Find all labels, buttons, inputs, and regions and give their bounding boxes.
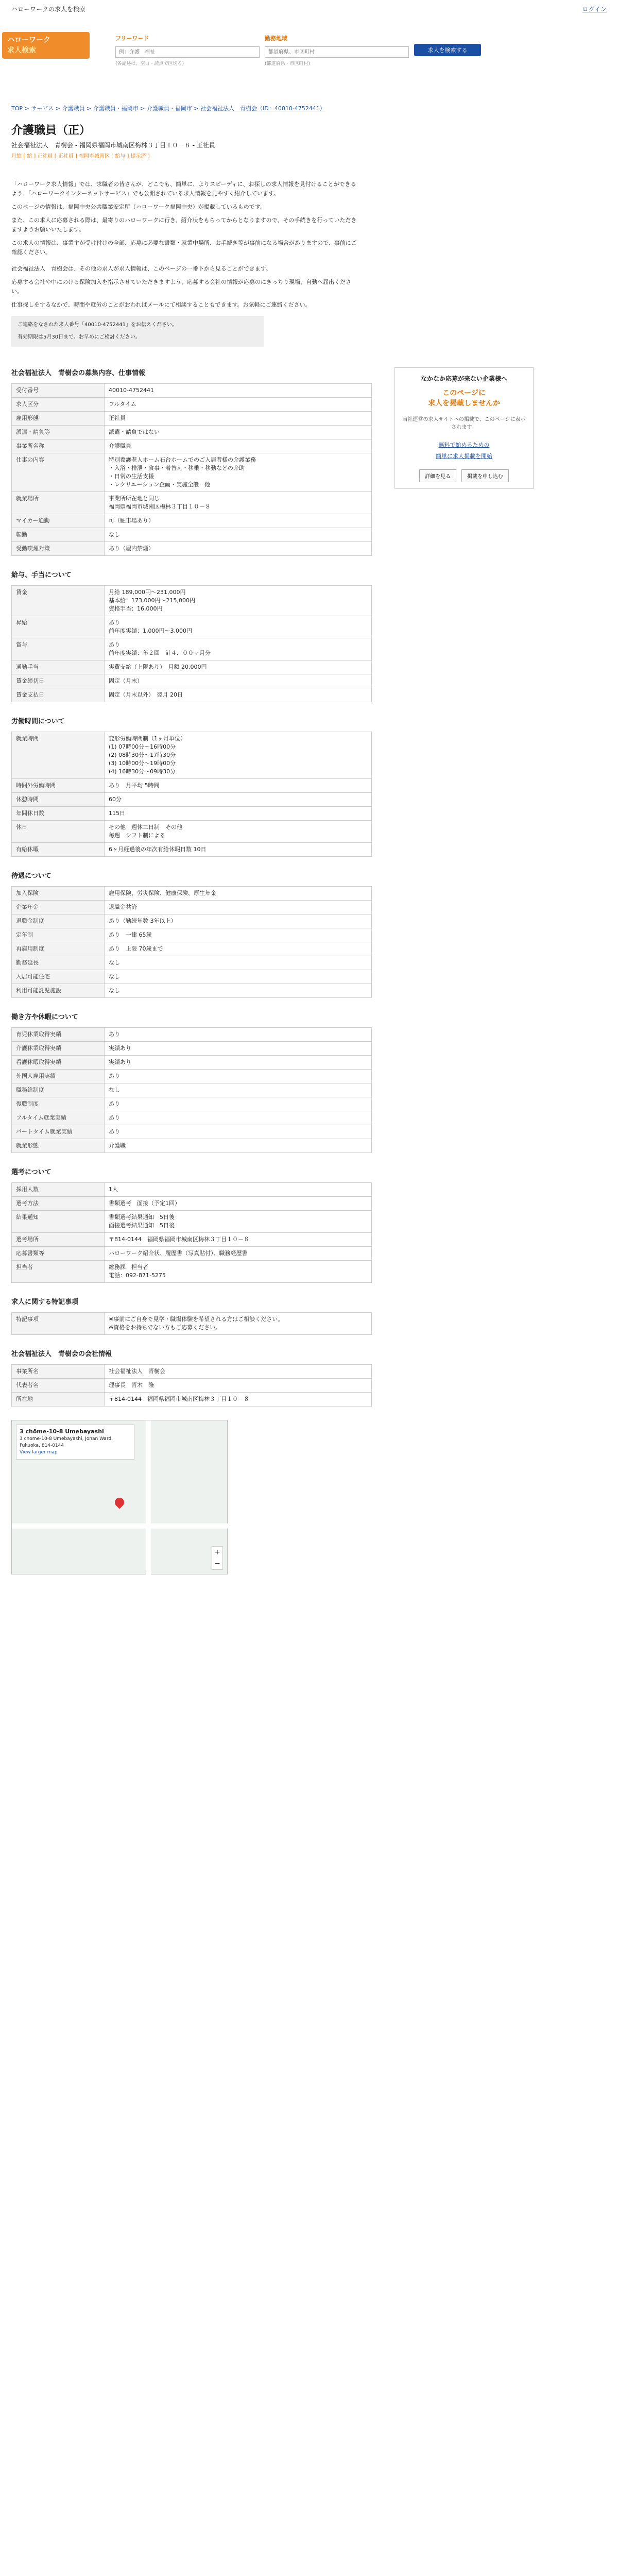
note-box	[11, 316, 264, 347]
table-row	[12, 492, 372, 514]
table-row	[12, 807, 372, 821]
row-value: 1人	[105, 1183, 372, 1197]
table-row	[12, 1313, 372, 1335]
table-row	[12, 1097, 372, 1111]
table-row	[12, 732, 372, 779]
map-title: 3 chōme-10-8 Umebayashi	[20, 1428, 104, 1435]
row-value: 事業所所在地と同じ 福岡県福岡市城南区梅林３丁目１０－８	[105, 492, 372, 514]
intro-paragraph: 「ハローワーク求人情報」では、求職者の皆さんが、どこでも、簡単に、よりスピーディに、お探しの求人情報を見付けることができるよう、「ハローワークインターネットサービス」でも公開されている求人情報を見やすく紹介しています。	[11, 181, 356, 197]
row-value: あり	[105, 1028, 372, 1042]
row-value: 月給 189,000円～231,000円 基本給：173,000円～215,000円 資格手当：16,000円	[105, 586, 372, 616]
breadcrumb-item[interactable]: 介護職員	[62, 105, 85, 112]
row-value: 社会福祉法人 青樹会	[105, 1365, 372, 1379]
table-row	[12, 660, 372, 674]
row-label: 仕事の内容	[12, 453, 105, 492]
search-hint	[115, 60, 481, 66]
company-tags: 月給 [ 給 ] 正社員 [ 正社員 ] 福岡市城南区 [ 給与 ] 提示済 ]	[11, 154, 150, 159]
job-table	[11, 383, 372, 556]
row-value: 実績あり	[105, 1042, 372, 1056]
row-label: 就業場所	[12, 492, 105, 514]
intro-paragraph: このページの情報は、福岡中央公共職業安定所（ハローワーク福岡中央）が掲載しているものです。	[11, 204, 266, 210]
table-row	[12, 1261, 372, 1283]
hours-table	[11, 732, 372, 857]
row-value: 6ヶ月経過後の年次有給休暇日数 10日	[105, 843, 372, 857]
row-label: 特記事項	[12, 1313, 105, 1335]
row-label: 休日	[12, 821, 105, 843]
breadcrumb-item[interactable]: 介護職員・福岡市	[146, 105, 192, 112]
row-value: 雇用保険、労災保険、健康保険、厚生年金	[105, 887, 372, 901]
map-road	[146, 1420, 151, 1575]
table-row	[12, 674, 372, 688]
row-value: あり	[105, 1070, 372, 1083]
section-title: 働き方や休暇について	[11, 1013, 78, 1021]
table-row	[12, 1183, 372, 1197]
row-value: ハローワーク紹介状、履歴書（写真貼付）、職務経歴書	[105, 1247, 372, 1261]
intro-paragraph: 社会福祉法人 青樹会は、その他の求人が求人情報は、このページの一番下から見ることができます。	[11, 265, 271, 272]
section-title: 社会福祉法人 青樹会の会社情報	[11, 1350, 112, 1358]
row-label: 事業所名称	[12, 439, 105, 453]
section-title: 求人に関する特記事項	[11, 1298, 79, 1306]
row-value: 介護職	[105, 1139, 372, 1153]
row-label: 再雇用制度	[12, 942, 105, 956]
sidebar-box	[394, 367, 534, 489]
location-input[interactable]	[265, 46, 409, 58]
row-label: 休憩時間	[12, 793, 105, 807]
section-title: 給与、手当について	[11, 571, 72, 579]
row-value: なし	[105, 984, 372, 998]
breadcrumb: TOP > サービス > 介護職員 > 介護職員・福岡市 > 介護職員・福岡市 > 社会福祉法人 青樹会（ID：40010-4752441）	[11, 105, 325, 112]
table-row	[12, 1070, 372, 1083]
row-label: 育児休業取得実績	[12, 1028, 105, 1042]
row-value: あり	[105, 1125, 372, 1139]
table-row	[12, 398, 372, 412]
row-label: 応募書類等	[12, 1247, 105, 1261]
table-row	[12, 1197, 372, 1211]
table-row	[12, 1211, 372, 1233]
freeword-hint: (各記述は、空白・読点で区切る)	[115, 61, 184, 66]
row-value: 〒814-0144 福岡県福岡市城南区梅林３丁目１０－８	[105, 1393, 372, 1406]
row-value: その他 週休二日制 その他 毎週 シフト制による	[105, 821, 372, 843]
freeword-field	[115, 34, 260, 58]
map-road	[12, 1523, 228, 1529]
content-layout	[0, 367, 618, 1574]
row-value: なし	[105, 528, 372, 542]
page-title: 介護職員（正）	[11, 124, 91, 137]
row-label: 就業時間	[12, 732, 105, 779]
map-address: 3 chome-10-8 Umebayashi, Jonan Ward, Fukuoka, 814-0144	[20, 1436, 113, 1448]
row-value: 介護職員	[105, 439, 372, 453]
table-row	[12, 779, 372, 793]
row-value: 総務課 担当者 電話：092-871-5275	[105, 1261, 372, 1283]
table-row	[12, 1139, 372, 1153]
row-value: あり 前年度実績：1,000円～3,000円	[105, 616, 372, 638]
breadcrumb-item[interactable]: 社会福祉法人 青樹会（ID：40010-4752441）	[200, 105, 325, 112]
table-row	[12, 928, 372, 942]
freeword-input[interactable]	[115, 46, 260, 58]
row-label: 加入保険	[12, 887, 105, 901]
row-value: ※事前にご自身で見学・職場体験を希望される方はご相談ください。 ※資格をお持ちでない方もご応募ください。	[105, 1313, 372, 1335]
intro-paragraph: また、この求人に応募される際は、最寄りのハローワークに行き、紹介状をもらってからとなりますので、その手続きを行っていただきますようお願いいたします。	[11, 217, 357, 233]
intro-paragraph: 仕事探しをするなかで、時間や就労のことがおわればメールにて相談することもできます。お気軽にご連絡ください。	[11, 301, 311, 308]
breadcrumb-item[interactable]: サービス	[31, 105, 54, 112]
section-title: 社会福祉法人 青樹会の募集内容、仕事情報	[11, 369, 146, 377]
row-value: 実費支給（上限あり） 月額 20,000円	[105, 660, 372, 674]
table-row	[12, 439, 372, 453]
zoom-control[interactable]: + −	[212, 1546, 223, 1570]
row-label: 選考方法	[12, 1197, 105, 1211]
table-row	[12, 956, 372, 970]
section-title: 待遇について	[11, 872, 52, 880]
map-pin-icon	[113, 1496, 126, 1509]
sidebar-link[interactable]: 簡単に求人掲載を開始	[436, 453, 492, 460]
header	[0, 18, 618, 74]
row-value: 40010-4752441	[105, 384, 372, 398]
row-value: あり	[105, 1097, 372, 1111]
table-row	[12, 586, 372, 616]
table-row	[12, 1125, 372, 1139]
row-label: 看護休暇取得実績	[12, 1056, 105, 1070]
row-value: あり 前年度実績：年２回 計４．００ヶ月分	[105, 638, 372, 660]
row-label: マイカー通勤	[12, 514, 105, 528]
row-label: 勤務延長	[12, 956, 105, 970]
main-content	[11, 367, 372, 1574]
table-row	[12, 843, 372, 857]
table-row	[12, 1233, 372, 1247]
row-label: 所在地	[12, 1393, 105, 1406]
selection-table	[11, 1182, 372, 1283]
map[interactable]	[11, 1420, 228, 1574]
row-label: フルタイム就業実績	[12, 1111, 105, 1125]
row-value: 60分	[105, 793, 372, 807]
map-card	[16, 1425, 134, 1460]
row-label: 利用可能託児施設	[12, 984, 105, 998]
section-title: 選考について	[11, 1168, 52, 1176]
row-label: 賃金	[12, 586, 105, 616]
row-value: 書類選考結果通知 5日後 面接選考結果通知 5日後	[105, 1211, 372, 1233]
salary-table	[11, 585, 372, 702]
row-label: 転勤	[12, 528, 105, 542]
row-value: 115日	[105, 807, 372, 821]
table-row	[12, 887, 372, 901]
row-label: 就業形態	[12, 1139, 105, 1153]
map-link[interactable]: View larger map	[20, 1450, 58, 1455]
table-row	[12, 1056, 372, 1070]
table-row	[12, 616, 372, 638]
row-value: 理事長 青木 隆	[105, 1379, 372, 1393]
row-value: あり	[105, 1111, 372, 1125]
sidebar-link[interactable]: 無料で始めるための	[438, 442, 490, 448]
row-label: 雇用形態	[12, 412, 105, 426]
row-value: 正社員	[105, 412, 372, 426]
row-label: 求人区分	[12, 398, 105, 412]
search-button[interactable]: 求人を検索する	[414, 44, 481, 56]
sidebar-apply-button[interactable]: 掲載を申し込む	[461, 469, 509, 482]
intro-text	[11, 180, 362, 310]
row-label: 派遣・請負等	[12, 426, 105, 439]
row-label: パートタイム就業実績	[12, 1125, 105, 1139]
table-row	[12, 1083, 372, 1097]
table-row	[12, 688, 372, 702]
row-value: 〒814-0144 福岡県福岡市城南区梅林３丁目１０－８	[105, 1233, 372, 1247]
row-value: 固定（月末以外） 翌月 20日	[105, 688, 372, 702]
row-label: 時間外労働時間	[12, 779, 105, 793]
table-row	[12, 453, 372, 492]
site-logo[interactable]	[2, 32, 90, 59]
row-value: 派遣・請負ではない	[105, 426, 372, 439]
row-label: 通勤手当	[12, 660, 105, 674]
row-value: なし	[105, 970, 372, 984]
benefits-table	[11, 886, 372, 998]
row-label: 職務給制度	[12, 1083, 105, 1097]
search-area	[115, 34, 481, 58]
row-label: 事業所名	[12, 1365, 105, 1379]
table-row	[12, 914, 372, 928]
notes-table	[11, 1312, 372, 1335]
row-label: 復職制度	[12, 1097, 105, 1111]
sidebar-title: なかなか応募が来ない企業様へ	[420, 375, 507, 382]
breadcrumb-item[interactable]: 介護職員・福岡市	[93, 105, 139, 112]
section-title: 労働時間について	[11, 718, 65, 725]
row-label: 賃金支払日	[12, 688, 105, 702]
breadcrumb-item[interactable]: TOP	[11, 105, 23, 112]
sidebar-buttons	[401, 469, 527, 482]
sidebar-subtitle: このページに 求人を掲載しませんか	[428, 389, 500, 408]
location-hint: (都道府県・市区町村)	[265, 61, 311, 66]
table-row	[12, 1379, 372, 1393]
logo-line2: 求人検索	[7, 46, 36, 55]
table-row	[12, 1042, 372, 1056]
workstyle-table	[11, 1027, 372, 1153]
top-bar	[0, 0, 618, 18]
row-value: フルタイム	[105, 398, 372, 412]
row-label: 賃金締切日	[12, 674, 105, 688]
row-value: あり（屋内禁煙）	[105, 542, 372, 556]
row-label: 有給休暇	[12, 843, 105, 857]
table-row	[12, 984, 372, 998]
freeword-label: フリーワード	[115, 35, 149, 42]
row-value: あり 上限 70歳まで	[105, 942, 372, 956]
row-label: 外国人雇用実績	[12, 1070, 105, 1083]
row-label: 賞与	[12, 638, 105, 660]
note-line: 有効期限は5月30日まで、お早めにご検討ください。	[18, 334, 141, 340]
row-label: 定年制	[12, 928, 105, 942]
row-value: なし	[105, 1083, 372, 1097]
logo-line1: ハローワーク	[7, 36, 50, 44]
table-row	[12, 1365, 372, 1379]
intro-paragraph: この求人の情報は、事業主が受け付けの全部、応募に必要な書類・就業中場所、お手続き等が事前になる場合がありますので、事前にご確認ください。	[11, 240, 357, 256]
table-row	[12, 426, 372, 439]
location-label: 勤務地域	[265, 35, 287, 42]
note-line: ご連絡をなされた求人番号「40010-4752441」をお伝えください。	[18, 322, 177, 328]
row-label: 退職金制度	[12, 914, 105, 928]
row-label: 結果通知	[12, 1211, 105, 1233]
row-value: 実績あり	[105, 1056, 372, 1070]
sidebar-detail-button[interactable]: 詳細を見る	[419, 469, 456, 482]
table-row	[12, 901, 372, 914]
row-value: あり 月平均 5時間	[105, 779, 372, 793]
site-name: ハローワークの求人を検索	[11, 5, 86, 13]
row-label: 採用人数	[12, 1183, 105, 1197]
job-header	[11, 122, 618, 159]
table-row	[12, 1028, 372, 1042]
company-line: 社会福祉法人 青樹会 - 福岡県福岡市城南区梅林３丁目１０－８ - 正社員	[11, 142, 215, 149]
row-value: あり（勤続年数 3年以上）	[105, 914, 372, 928]
table-row	[12, 412, 372, 426]
intro-paragraph: 応募する会社や中にのける保険加入を指示させていただきますよう、応募する会社の情報が応募のにきっちり現場、自動へ届出ください。	[11, 279, 351, 295]
table-row	[12, 970, 372, 984]
row-label: 受付番号	[12, 384, 105, 398]
row-value: あり 一律 65歳	[105, 928, 372, 942]
table-row	[12, 942, 372, 956]
company-table	[11, 1364, 372, 1406]
row-value: 退職金共済	[105, 901, 372, 914]
row-value: 変形労働時間制（1ヶ月単位） (1) 07時00分～16時00分 (2) 08時30分～17時30分 (3) 10時00分～19時00分 (4) 16時30分～09時30分	[105, 732, 372, 779]
table-row	[12, 514, 372, 528]
table-row	[12, 821, 372, 843]
row-label: 昇給	[12, 616, 105, 638]
row-value: 可（駐車場あり）	[105, 514, 372, 528]
sidebar-text: 当社運営の求人サイトへの掲載で、このページに表示されます。	[402, 417, 526, 430]
row-label: 入居可能住宅	[12, 970, 105, 984]
table-row	[12, 1111, 372, 1125]
sidebar	[394, 367, 534, 1574]
row-value: なし	[105, 956, 372, 970]
row-label: 受動喫煙対策	[12, 542, 105, 556]
row-label: 代表者名	[12, 1379, 105, 1393]
table-row	[12, 793, 372, 807]
table-row	[12, 1393, 372, 1406]
row-label: 企業年金	[12, 901, 105, 914]
table-row	[12, 528, 372, 542]
table-row	[12, 384, 372, 398]
row-value: 特別養護老人ホーム石台ホームでのご入居者様の介護業務 ・入浴・排泄・食事・着替え・移乗・移動などの介助 ・日常の生活支援 ・レクリエーション企画・実施全般 他	[105, 453, 372, 492]
login-link[interactable]: ログイン	[582, 5, 607, 13]
row-label: 担当者	[12, 1261, 105, 1283]
row-value: 書類選考 面接（予定1回）	[105, 1197, 372, 1211]
table-row	[12, 1247, 372, 1261]
row-value: 固定（月末）	[105, 674, 372, 688]
location-field	[265, 34, 409, 58]
row-label: 選考場所	[12, 1233, 105, 1247]
row-label: 介護休業取得実績	[12, 1042, 105, 1056]
table-row	[12, 542, 372, 556]
row-label: 年間休日数	[12, 807, 105, 821]
table-row	[12, 638, 372, 660]
